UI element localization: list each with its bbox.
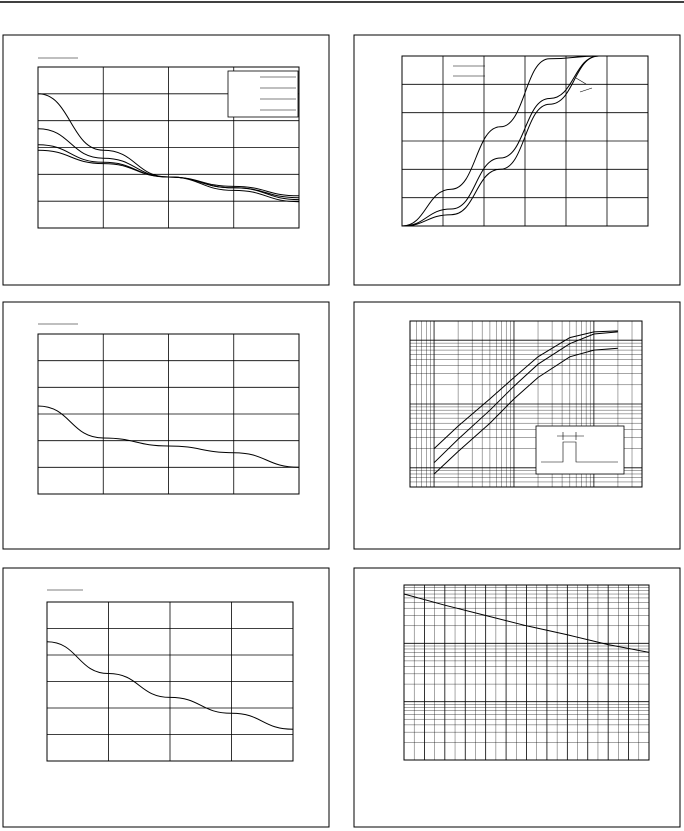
pulse-inset-box (536, 426, 624, 474)
chart-3 (38, 334, 299, 494)
chart-5 (47, 602, 293, 761)
legend-2 (453, 66, 592, 92)
chart-2 (402, 56, 648, 226)
panel-frame-2 (354, 35, 680, 285)
pulse-inset (536, 426, 624, 474)
chart-6 (404, 585, 649, 760)
panel-frame-3 (3, 302, 329, 549)
annotation-arrow-2 (576, 78, 592, 92)
panel-frame-4 (354, 302, 680, 549)
panel-frame-6 (354, 568, 680, 827)
legend-1 (228, 71, 298, 117)
